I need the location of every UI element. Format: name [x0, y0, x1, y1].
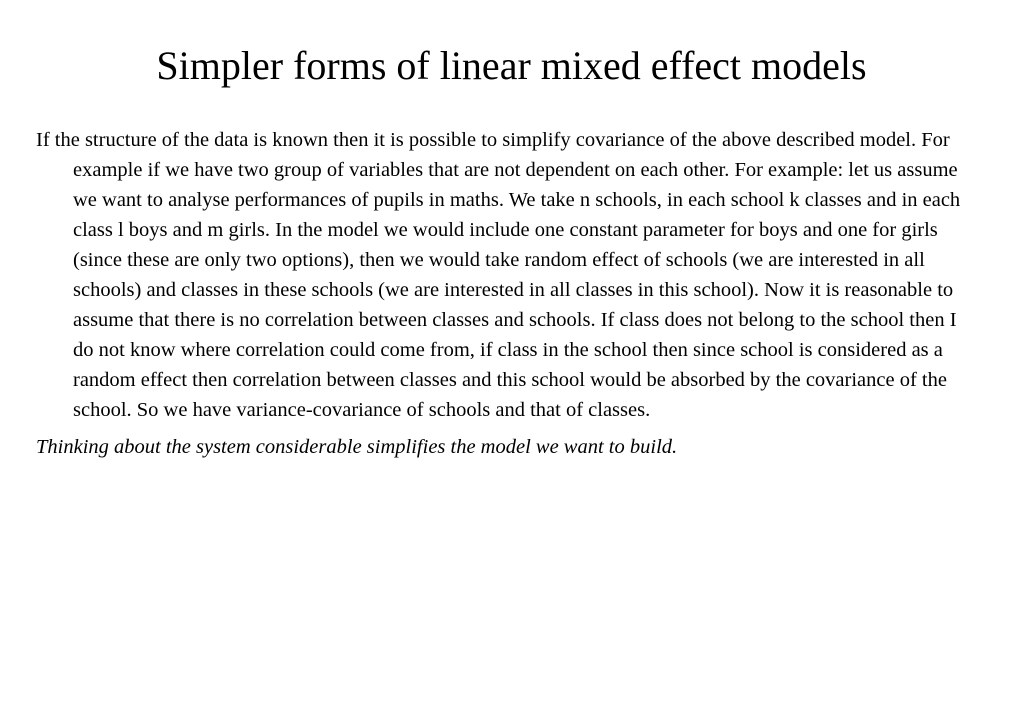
- body-paragraph-main: If the structure of the data is known then it is possible to simplify covariance of the above described model. For example if we have two group of variables that are not dependent on each other. For example: let us assume we want to analyse performances of pupils in maths. We take n schools, in each school k classes and in each class l boys and m girls. In the model we would include one constant parameter for boys and one for girls (since these are only two options), then we would take random effect of schools (we are interested in all schools) and classes in these schools (we are interested in all classes in this school). Now it is reasonable to assume that there is no correlation between classes and schools. If class does not belong to the school then I do not know where correlation could come from, if class in the school then since school is considered as a random effect then correlation between classes and this school would be absorbed by the covariance of the school. So we have variance-covariance of schools and that of classes.: [36, 129, 961, 421]
- slide-body: [36, 125, 966, 469]
- body-paragraph-conclusion: Thinking about the system considerable simplifies the model we want to build.: [36, 436, 678, 458]
- slide-title: Simpler forms of linear mixed effect models: [156, 43, 867, 88]
